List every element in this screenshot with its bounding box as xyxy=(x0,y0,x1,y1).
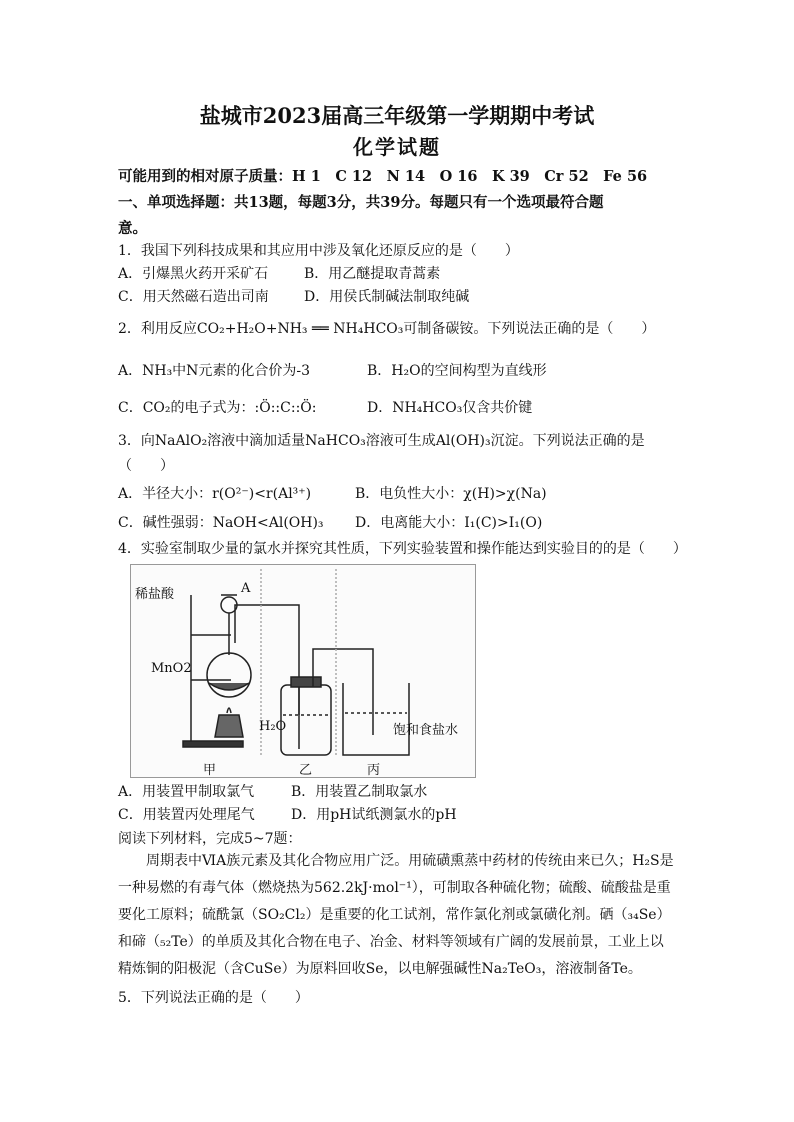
label-water: H₂O xyxy=(259,719,287,734)
question-2-option-a: A．NH₃中N元素的化合价为-3 xyxy=(118,363,311,379)
reading-intro: 阅读下列材料，完成5~7题： xyxy=(118,831,302,847)
question-1-option-b: B．用乙醚提取青蒿素 xyxy=(304,266,441,282)
atomic-masses: 可能用到的相对原子质量：H 1 C 12 N 14 O 16 K 39 Cr 52 Fe 56 xyxy=(118,168,648,185)
question-5-stem: 5．下列说法正确的是（ ） xyxy=(118,990,309,1006)
label-saturated-brine: 饱和食盐水 xyxy=(393,723,459,738)
label-apparatus-yi: 乙 xyxy=(299,763,313,778)
label-apparatus-jia: 甲 xyxy=(203,763,217,778)
question-2-option-b: B．H₂O的空间构型为直线形 xyxy=(367,363,547,379)
reading-line-2: 一种易燃的有毒气体（燃烧热为562.2kJ·mol⁻¹），可制取各种硫化物；硫酸、硫酸盐是重 xyxy=(118,880,671,896)
question-3-option-d: D．电离能大小：I₁(C)>I₁(O) xyxy=(355,515,543,531)
question-4-option-c: C．用装置丙处理尾气 xyxy=(118,807,255,823)
question-3-stem: 3．向NaAlO₂溶液中滴加适量NaHCO₃溶液可生成Al(OH)₃沉淀。下列说法正确的是 xyxy=(118,433,645,449)
question-1-stem: 1．我国下列科技成果和其应用中涉及氧化还原反应的是（ ） xyxy=(118,243,519,259)
section-heading-cont: 意。 xyxy=(118,220,147,237)
question-1-option-c: C．用天然磁石造出司南 xyxy=(118,289,269,305)
question-4-option-d: D．用pH试纸测氯水的pH xyxy=(291,807,457,823)
question-2-option-d: D．NH₄HCO₃仅含共价键 xyxy=(367,400,533,416)
reading-passage xyxy=(118,848,678,983)
apparatus-figure xyxy=(130,564,476,778)
reading-line-3: 要化工原料；硫酰氯（SO₂Cl₂）是重要的化工试剂，常作氯化剂或氯磺化剂。硒（₃₄Se） xyxy=(118,907,671,923)
question-2-stem: 2．利用反应CO₂+H₂O+NH₃ ══ NH₄HCO₃可制备碳铵。下列说法正确的是（ ） xyxy=(118,321,656,337)
reading-line-1: 周期表中ⅥA族元素及其化合物应用广泛。用硫磺熏蒸中药材的传统由来已久；H₂S是 xyxy=(146,853,674,869)
label-dilute-hcl: 稀盐酸 xyxy=(135,587,175,602)
label-mno2: MnO2 xyxy=(151,661,192,676)
question-4-option-b: B．用装置乙制取氯水 xyxy=(291,784,428,800)
exam-subtitle: 化学试题 xyxy=(353,135,441,159)
label-funnel-a: A xyxy=(241,581,251,596)
question-1-option-a: A．引爆黑火药开采矿石 xyxy=(118,266,269,282)
question-3-option-a: A．半径大小：r(O²⁻)<r(Al³⁺) xyxy=(118,486,312,502)
question-3-option-c: C．碱性强弱：NaOH<Al(OH)₃ xyxy=(118,515,324,531)
reading-line-5: 精炼铜的阳极泥（含CuSe）为原料回收Se，以电解强碱性Na₂TeO₃，溶液制备Te。 xyxy=(118,961,642,977)
question-4-stem: 4．实验室制取少量的氯水并探究其性质，下列实验装置和操作能达到实验目的的是（ ） xyxy=(118,541,687,557)
question-4-option-a: A．用装置甲制取氯气 xyxy=(118,784,255,800)
section-heading: 一、单项选择题：共13题，每题3分，共39分。每题只有一个选项最符合题 xyxy=(118,194,604,211)
label-apparatus-bing: 丙 xyxy=(367,763,381,778)
question-1-option-d: D．用侯氏制碱法制取纯碱 xyxy=(304,289,470,305)
reading-line-4: 和碲（₅₂Te）的单质及其化合物在电子、冶金、材料等领域有广阔的发展前景，工业上以 xyxy=(118,934,664,950)
question-3-stem-cont: （ ） xyxy=(118,458,174,474)
question-2-option-c: C．CO₂的电子式为：:Ö::C::Ö: xyxy=(118,400,317,416)
question-3-option-b: B．电负性大小：χ(H)>χ(Na) xyxy=(355,486,547,502)
exam-title: 盐城市2023届高三年级第一学期期中考试 xyxy=(199,103,595,128)
